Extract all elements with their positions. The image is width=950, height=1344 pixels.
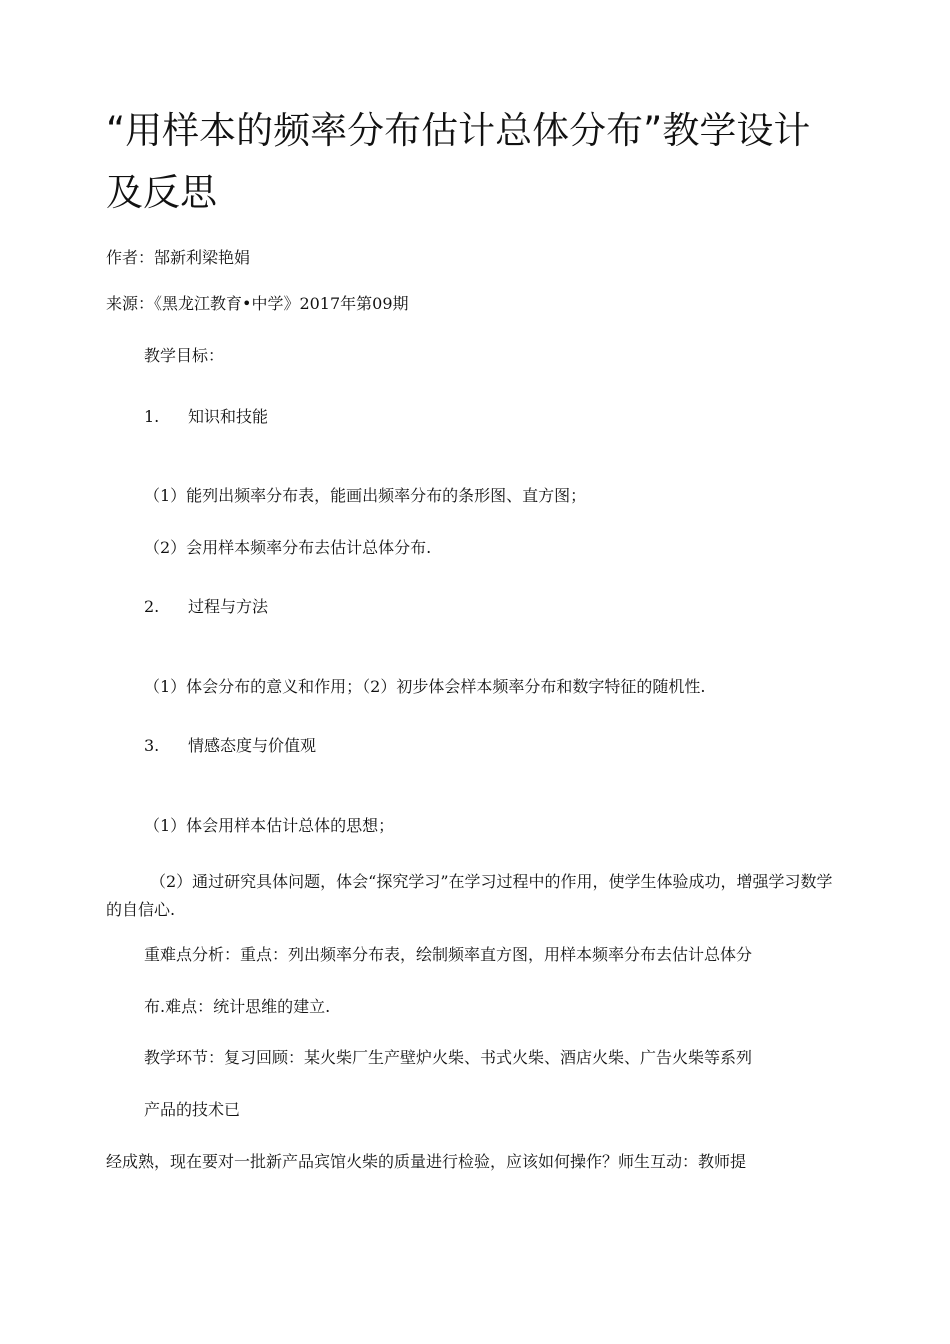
key-points-line-2: 布.难点：统计思维的建立. bbox=[144, 997, 331, 1016]
section-3-item-2: （2）通过研究具体问题，体会“探究学习”在学习过程中的作用，使学生体验成功，增强学习数学的自信心. bbox=[106, 872, 833, 919]
section-1-item-1: （1）能列出频率分布表，能画出频率分布的条形图、直方图； bbox=[144, 486, 587, 505]
section-1-number: 1. bbox=[144, 407, 160, 426]
section-1-item-2: （2）会用样本频率分布去估计总体分布. bbox=[144, 538, 432, 557]
author-line: 作者：郜新利梁艳娟 bbox=[106, 248, 251, 267]
section-2-label: 过程与方法 bbox=[188, 597, 269, 616]
process-line-1: 教学环节：复习回顾：某火柴厂生产壁炉火柴、书式火柴、酒店火柴、广告火柴等系列 bbox=[144, 1048, 753, 1067]
source-line: 来源：《黑龙江教育•中学》2017年第09期 bbox=[106, 294, 409, 313]
process-line-3: 经成熟，现在要对一批新产品宾馆火柴的质量进行检验，应该如何操作？师生互动：教师提 bbox=[106, 1152, 747, 1171]
section-1-label: 知识和技能 bbox=[188, 407, 269, 426]
section-3-item-1: （1）体会用样本估计总体的思想； bbox=[144, 816, 395, 835]
section-3-label: 情感态度与价值观 bbox=[188, 736, 317, 755]
section-2-number: 2. bbox=[144, 597, 160, 616]
key-points-line-1: 重难点分析：重点：列出频率分布表，绘制频率直方图，用样本频率分布去估计总体分 bbox=[144, 945, 753, 964]
section-2-item-1: （1）体会分布的意义和作用；（2）初步体会样本频率分布和数字特征的随机性. bbox=[144, 677, 706, 696]
section-3-number: 3. bbox=[144, 736, 160, 755]
goals-heading: 教学目标： bbox=[144, 346, 225, 365]
document-title: “用样本的频率分布估计总体分布”教学设计及反思 bbox=[106, 109, 811, 214]
process-line-2: 产品的技术已 bbox=[144, 1100, 241, 1119]
